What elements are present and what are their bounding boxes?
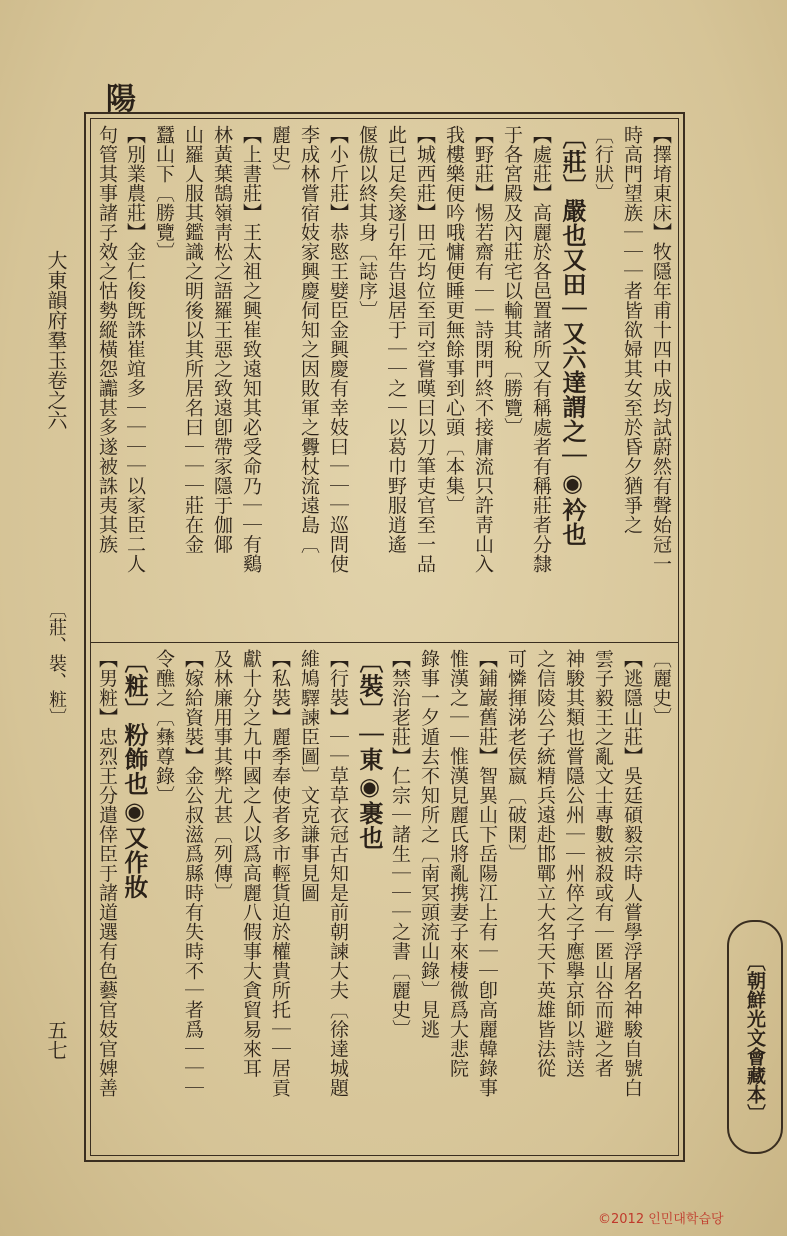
entry-column: 【逃隱山莊】吳廷碩毅宗時人嘗學浮屠名神駿自號白: [621, 649, 643, 1098]
headword-column: 〔裝〕｜東◉裹也: [355, 649, 384, 850]
entry-column: 維鳩驛諫臣圖〕文克謙事見圖: [298, 649, 320, 903]
entry-column: 【小斤莊】恭愍王嬖臣金興慶有幸妓曰｜｜｜巡問使: [327, 125, 349, 574]
collection-stamp: [727, 920, 783, 1154]
section-divider: [91, 642, 678, 643]
stamp-text: 〔朝鮮光文會藏本〕: [744, 951, 766, 1123]
entry-column: 【擇堉東床】牧隱年甫十四中成均試蔚然有聲始冠一: [650, 125, 672, 574]
entry-column: 【私裝】麗季奉使者多市輕貨迫於權貴所托｜｜居貢: [269, 649, 291, 1098]
entry-column: 【男粧】忠烈王分遣倖臣于諸道選有色藝官妓官婢善: [96, 649, 118, 1098]
entry-column: 【上書莊】王太祖之興崔致遠知其必受命乃｜｜有鷄: [240, 125, 262, 574]
entry-column: 麗史〕: [269, 125, 291, 184]
entry-column: 〔麗史〕: [650, 649, 672, 727]
entry-column: 蠶山下〔勝覽〕: [153, 125, 175, 262]
entry-column: 可憐揮涕老侯嬴〔破閑〕: [505, 649, 527, 864]
entry-column: 令醮之〔彝尊錄〕: [153, 649, 175, 805]
entry-column: 【嫁給資裝】金公叔滋爲縣時有失時不｜者爲｜｜｜: [182, 649, 204, 1098]
entry-column: 我樓樂便吟哦慵便睡更無餘事到心頭〔本集〕: [443, 125, 465, 515]
book-title: 大東韻府羣玉卷之六: [44, 250, 68, 430]
entry-column: 此已足矣遂引年告退居于｜｜之｜以葛巾野服逍遙: [385, 125, 407, 554]
text-frame-inner: [90, 118, 679, 1156]
headword-column: 〔莊〕嚴也又田｜又六達謂之｜◉衿也: [558, 125, 587, 547]
entry-column: 【城西莊】田元均位至司空嘗嘆曰以刀筆吏官至一品: [414, 125, 436, 574]
entry-column: 【禁治老莊】仁宗｜諸生｜｜｜之書〔麗史〕: [389, 649, 411, 1039]
page-number: 五七: [44, 1020, 68, 1060]
entry-column: 【處莊】高麗於各邑置諸所又有稱處者有稱莊者分隸: [530, 125, 552, 574]
section-label: 〔莊、裝、粧〕: [46, 600, 67, 726]
entry-column: 時高門望族｜｜｜者皆欲婦其女至於昏夕猶爭之: [621, 125, 643, 535]
header-rhyme-char: 陽: [106, 82, 138, 117]
entry-column: 山羅人服其鑑識之明後以其所居名曰｜｜｜莊在金: [182, 125, 204, 554]
entry-column: 錄事一夕遁去不知所之〔南冥頭流山錄〕見逃: [418, 649, 440, 1039]
entry-column: 神駿其類也嘗隱公州｜｜州倅之子應擧京師以詩送: [563, 649, 585, 1078]
entry-column: 【鋪巖舊莊】智異山下岳陽江上有｜｜卽高麗韓錄事: [476, 649, 498, 1098]
entry-column: 句管其事諸子效之怙勢縱橫怨讟甚多遂被誅夷其族: [96, 125, 118, 554]
entry-column: 惟漢之｜｜惟漢見麗氏將亂携妻子來棲微爲大悲院: [447, 649, 469, 1078]
entry-column: 〔行狀〕: [592, 125, 614, 203]
entry-column: 于各宮殿及內莊宅以輸其稅〔勝覽〕: [501, 125, 523, 437]
headword-column: 〔粧〕粉飾也◉又作妝: [120, 649, 149, 899]
entry-column: 之信陵公子統精兵遠赴邯鄲立大名天下英雄皆法從: [534, 649, 556, 1078]
entry-column: 【別業農莊】金仁俊旣誅崔竩多｜｜｜｜以家臣二人: [124, 125, 146, 574]
entry-column: 李成林嘗宿妓家興慶伺知之因敗軍之釁杖流遠島〔: [298, 125, 320, 554]
entry-column: 及林廉用事其弊尤甚〔列傳〕: [211, 649, 233, 903]
entry-column: 獻十分之九中國之人以爲高麗八假事大貪貿易來耳: [240, 649, 262, 1078]
entry-column: 【行裝】｜｜草草衣冠古知是前朝諫大夫〔徐達城題: [327, 649, 349, 1098]
watermark: ©2012 인민대학습당: [598, 1212, 724, 1227]
entry-column: 林黃葉鵠嶺靑松之語羅王惡之致遠卽帶家隱于伽倻: [211, 125, 233, 554]
text-frame: [84, 112, 685, 1162]
entry-column: 雲子毅王之亂文士專數被殺或有｜匿山谷而避之者: [592, 649, 614, 1078]
entry-column: 【野莊】惕若齋有｜｜詩閉門終不接庸流只許靑山入: [472, 125, 494, 574]
entry-column: 偃傲以終其身〔誌序〕: [356, 125, 378, 320]
